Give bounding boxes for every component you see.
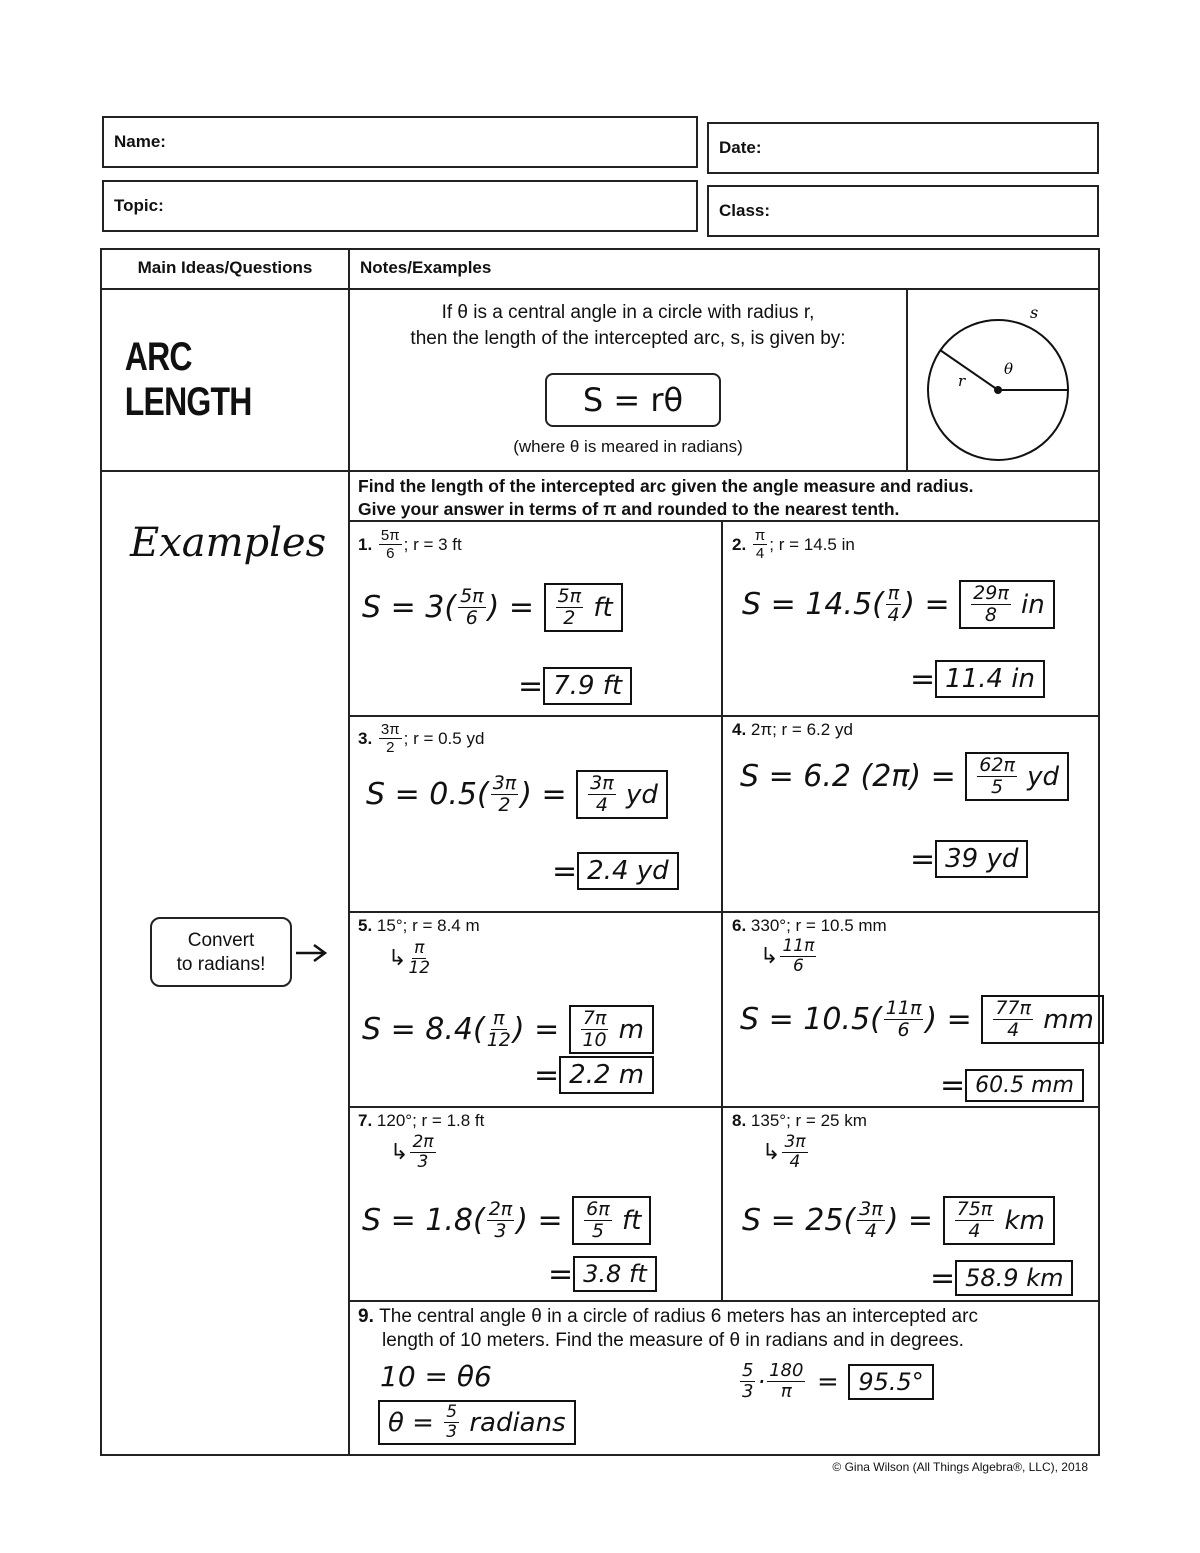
radius-label: r — [958, 372, 966, 390]
problem-8-work: S = 25 ( $\frac{3\pi}{4}$ ) = $\frac{75\pi}{4}$ km — [742, 1196, 1055, 1245]
instructions-line-1: Find the length of the intercepted arc given the angle measure and radius. — [358, 476, 974, 496]
divider — [721, 520, 723, 1300]
turn-arrow-icon: ↳ — [390, 1140, 409, 1165]
instructions-line-2: Give your answer in terms of π and rounded to the nearest tenth. — [358, 499, 900, 519]
exact-answer-box: $\frac{6\pi}{5}$ ft — [572, 1196, 651, 1245]
center-point — [994, 386, 1002, 394]
divider — [348, 1106, 1100, 1108]
approx-answer-box: 39 yd — [935, 840, 1028, 878]
callout-line-2: to radians! — [176, 954, 266, 975]
exact-answer-box: $\frac{5\pi}{2}$ ft — [544, 583, 623, 632]
exact-answer-box: $\frac{62\pi}{5}$ yd — [965, 752, 1069, 801]
callout-line-1: Convert — [187, 930, 255, 951]
approx-answer-box: 7.9 ft — [543, 667, 632, 705]
circle-diagram — [908, 290, 1098, 470]
given-radius: ; r = 3 ft — [403, 534, 462, 554]
formula-note: (where θ is meared in radians) — [513, 437, 743, 456]
problem-4-work: S = 6.2 (2π) = $\frac{62\pi}{5}$ yd — [740, 752, 1069, 801]
problem-number: 1. — [358, 534, 373, 554]
problem-8-given: 8. 135°; r = 25 km — [732, 1111, 867, 1130]
problem-3-approx: = 2.4 yd — [552, 852, 679, 890]
exact-answer-box: $\frac{75\pi}{4}$ km — [943, 1196, 1055, 1245]
name-field[interactable] — [102, 116, 698, 168]
problem-6-approx: = 60.5 mm — [940, 1068, 1084, 1103]
given-fraction: $\frac{5\pi}{6}$ — [380, 527, 400, 562]
problem-8-conversion: ↳ $\frac{3\pi}{4}$ — [762, 1132, 806, 1172]
problem-9-radians-answer: θ = $\frac{5}{3}$ radians — [378, 1400, 576, 1445]
problem-1-approx: = 7.9 ft — [518, 667, 632, 705]
problem-7-approx: = 3.8 ft — [548, 1256, 657, 1292]
approx-answer-box: 2.2 m — [559, 1056, 654, 1094]
exact-answer-box: $\frac{7\pi}{10}$ m — [569, 1005, 654, 1054]
problem-3-work: S = 0.5 ( $\frac{3\pi}{2}$ ) = $\frac{3\pi}{4}$ yd — [366, 770, 668, 819]
date-field[interactable] — [707, 122, 1099, 174]
exact-answer-box: $\frac{77\pi}{4}$ mm — [981, 995, 1104, 1044]
name-label: Name: — [114, 132, 166, 151]
problem-9-statement: 9. The central angle θ in a circle of radius 6 meters has an intercepted arc length of 10 meters. Find the measure of θ in radians and in degrees. — [358, 1306, 978, 1351]
divider — [348, 248, 350, 1456]
arc-label: s — [1030, 303, 1039, 322]
approx-answer-box: 60.5 mm — [965, 1069, 1084, 1102]
problem-5-work: S = 8.4 ( $\frac{\pi}{12}$ ) = $\frac{7\pi}{10}$ m — [362, 1005, 654, 1054]
divider — [348, 911, 1100, 913]
problem-8-approx: = 58.9 km — [930, 1260, 1073, 1296]
turn-arrow-icon: ↳ — [388, 946, 407, 971]
copyright-footer: © Gina Wilson (All Things Algebra®, LLC), 2018 — [832, 1460, 1088, 1474]
formula-box: S = rθ — [545, 373, 721, 427]
approx-answer-box: 11.4 in — [935, 660, 1045, 698]
problem-7-conversion: ↳ $\frac{2\pi}{3}$ — [390, 1132, 434, 1172]
approx-answer-box: 2.4 yd — [577, 852, 679, 890]
column-header-right: Notes/Examples — [360, 258, 492, 277]
convert-callout — [150, 917, 292, 987]
divider — [348, 715, 1100, 717]
problem-6-given: 6. 330°; r = 10.5 mm — [732, 916, 887, 935]
approx-answer-box: 3.8 ft — [573, 1256, 657, 1292]
topic-label: Topic: — [114, 196, 164, 215]
problem-6-work: S = 10.5 ( $\frac{11\pi}{6}$ ) = $\frac{77\pi}{4}$ mm — [740, 995, 1104, 1044]
problem-7-given: 7. 120°; r = 1.8 ft — [358, 1111, 485, 1130]
topic-field[interactable] — [102, 180, 698, 232]
divider — [348, 1300, 1100, 1302]
divider — [348, 520, 1100, 522]
exact-answer-box: $\frac{3\pi}{4}$ yd — [576, 770, 668, 819]
instructions — [358, 475, 1098, 521]
class-field[interactable] — [707, 185, 1099, 237]
definition-text — [350, 300, 906, 352]
problem-5-approx: = 2.2 m — [534, 1056, 654, 1094]
problem-2-approx: = 11.4 in — [910, 660, 1045, 698]
problem-4-given: 4. 2π; r = 6.2 yd — [732, 720, 853, 739]
divider — [100, 470, 1100, 472]
problem-1-given — [358, 528, 462, 561]
problem-2-work: S = 14.5 ( $\frac{\pi}{4}$ ) = $\frac{29\pi}{8}$ in — [742, 580, 1055, 629]
problem-4-approx: = 39 yd — [910, 840, 1028, 878]
angle-label: θ — [1004, 360, 1014, 378]
problem-2-given: 2. $\frac{\pi}{4}$ ; r = 14.5 in — [732, 527, 855, 562]
section-title: ARC LENGTH — [124, 335, 252, 424]
definition-line-1: If θ is a central angle in a circle with radius r, — [441, 302, 815, 323]
exact-answer-box: $\frac{29\pi}{8}$ in — [959, 580, 1055, 629]
problem-3-given: 3. $\frac{3\pi}{2}$ ; r = 0.5 yd — [358, 721, 485, 756]
problem-1-work: S = 3 ( $\frac{5\pi}{6}$ ) = $\frac{5\pi}{2}$ ft — [362, 583, 623, 632]
degrees-answer-box: 95.5° — [848, 1364, 933, 1400]
date-label: Date: — [719, 138, 762, 157]
problem-5-given: 5. 15°; r = 8.4 m — [358, 916, 480, 935]
arrow-right-icon — [294, 942, 330, 964]
turn-arrow-icon: ↳ — [762, 1140, 781, 1165]
radius-line-diagonal — [940, 350, 998, 390]
problem-9-equation: 10 = θ6 — [380, 1360, 492, 1393]
examples-label: Examples — [130, 520, 327, 566]
turn-arrow-icon: ↳ — [760, 944, 779, 969]
problem-6-conversion: ↳ $\frac{11\pi}{6}$ — [760, 936, 815, 976]
definition-line-2: then the length of the intercepted arc, s, is given by: — [410, 328, 846, 349]
problem-7-work: S = 1.8 ( $\frac{2\pi}{3}$ ) = $\frac{6\pi}{5}$ ft — [362, 1196, 651, 1245]
problem-5-conversion: ↳ $\frac{\pi}{12}$ — [388, 938, 431, 978]
approx-answer-box: 58.9 km — [955, 1260, 1073, 1296]
class-label: Class: — [719, 201, 771, 220]
problem-9-degrees-work: $\frac{5}{3}$ · $\frac{180}{\pi}$ = 95.5° — [738, 1362, 934, 1401]
column-header-left: Main Ideas/Questions — [137, 258, 313, 277]
